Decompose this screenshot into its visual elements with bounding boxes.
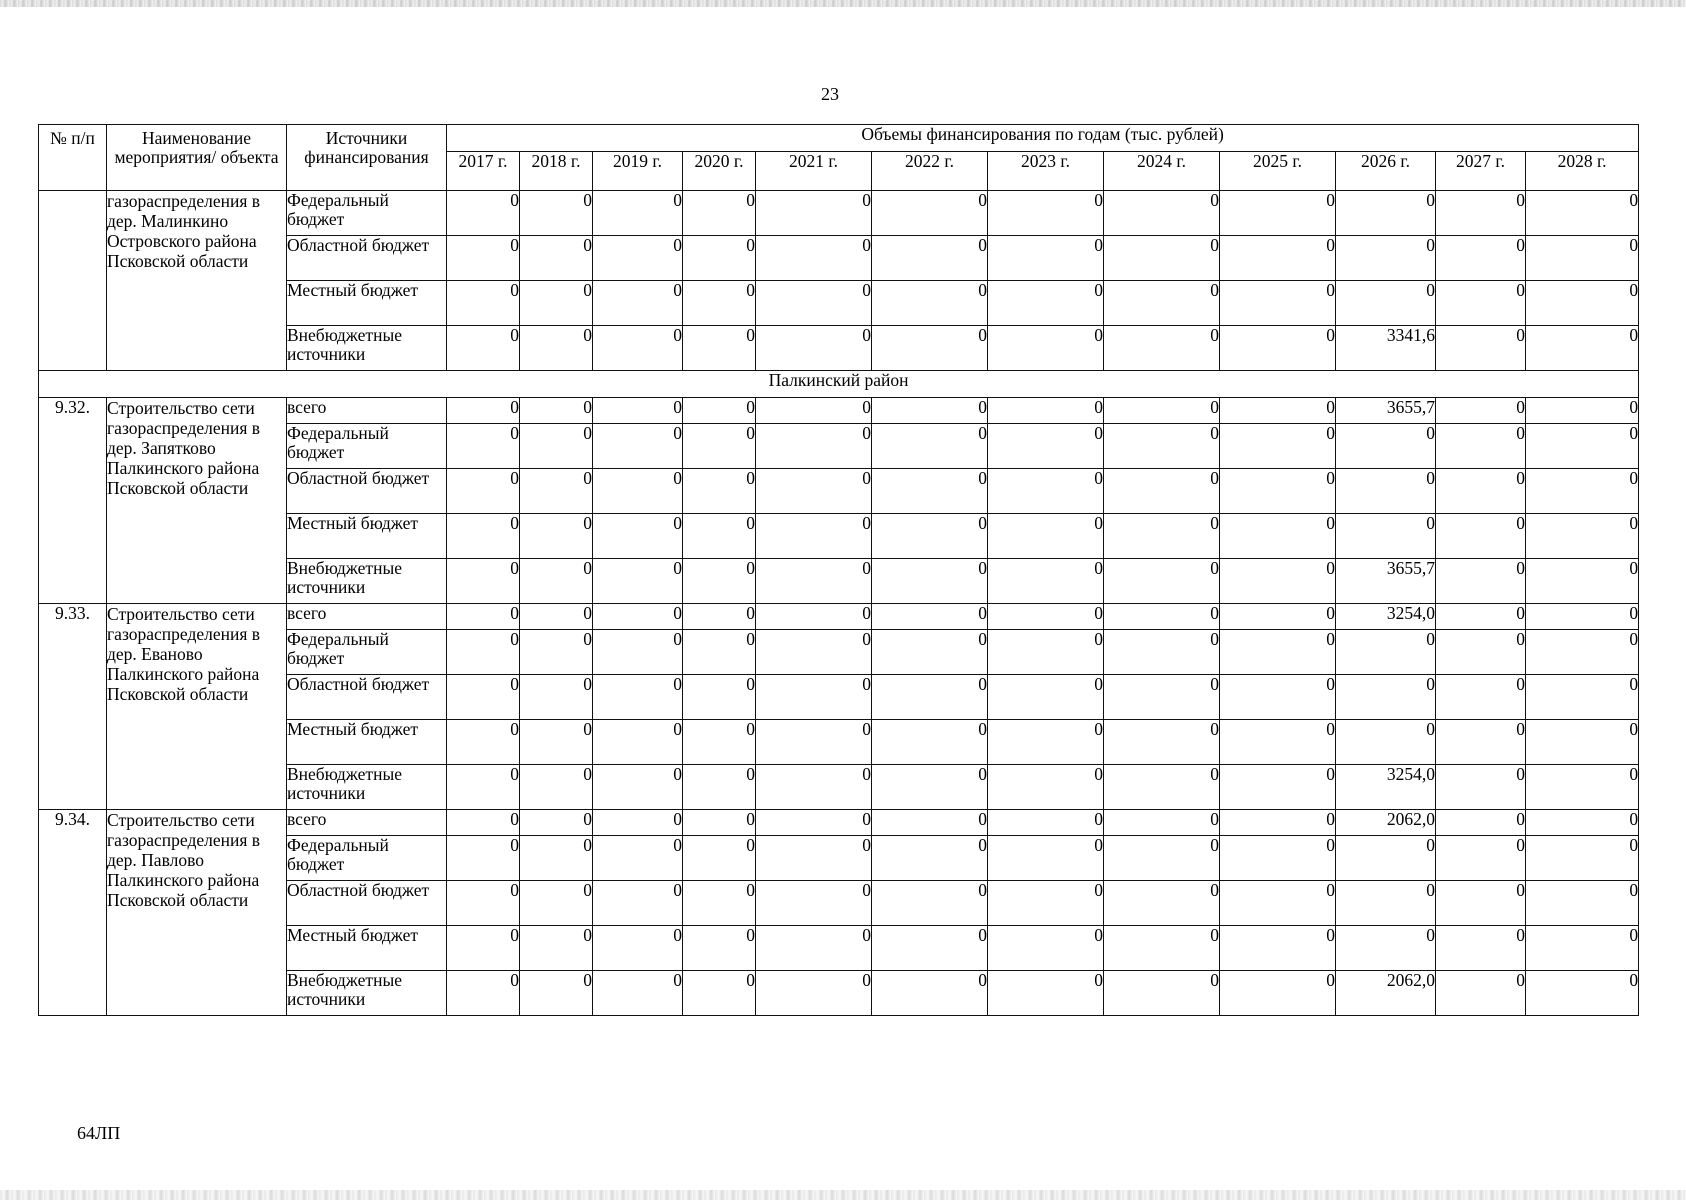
funding-source: Федеральный бюджет [287,630,447,675]
funding-source: всего [287,604,447,630]
value-cell: 0 [1526,469,1639,514]
value-cell: 3655,7 [1336,398,1436,424]
value-cell: 0 [447,191,520,236]
value-cell: 0 [1436,810,1526,836]
value-cell: 0 [1220,630,1336,675]
value-cell: 0 [756,720,872,765]
row-number: 9.32. [39,398,107,604]
value-cell: 0 [683,514,756,559]
value-cell: 0 [1336,469,1436,514]
value-cell: 3655,7 [1336,559,1436,604]
funding-source: Областной бюджет [287,881,447,926]
value-cell: 0 [872,926,988,971]
row-number [39,191,107,371]
value-cell: 0 [988,559,1104,604]
value-cell: 0 [1104,424,1220,469]
value-cell: 0 [1436,514,1526,559]
value-cell: 0 [520,469,593,514]
value-cell: 0 [1220,604,1336,630]
value-cell: 0 [1104,971,1220,1016]
value-cell: 0 [756,281,872,326]
value-cell: 0 [872,469,988,514]
value-cell: 0 [988,191,1104,236]
value-cell: 0 [447,326,520,371]
value-cell: 0 [1436,236,1526,281]
value-cell: 0 [447,765,520,810]
value-cell: 0 [1526,398,1639,424]
header-sources: Источники финансирования [287,125,447,191]
value-cell: 0 [593,559,683,604]
value-cell: 0 [1220,326,1336,371]
value-cell: 0 [1220,398,1336,424]
value-cell: 0 [756,559,872,604]
funding-source: Областной бюджет [287,236,447,281]
value-cell: 0 [1220,836,1336,881]
value-cell: 0 [593,881,683,926]
funding-source: Внебюджетные источники [287,559,447,604]
value-cell: 0 [1104,630,1220,675]
value-cell: 0 [872,514,988,559]
table-row [39,191,1639,236]
value-cell: 0 [447,810,520,836]
value-cell: 0 [1526,675,1639,720]
value-cell: 0 [1436,971,1526,1016]
funding-source: Местный бюджет [287,514,447,559]
value-cell: 0 [520,514,593,559]
value-cell: 0 [756,810,872,836]
value-cell: 0 [988,236,1104,281]
header-row-1 [39,125,1639,152]
value-cell: 0 [1436,720,1526,765]
funding-source: Внебюджетные источники [287,326,447,371]
value-cell: 0 [1104,469,1220,514]
value-cell: 0 [683,191,756,236]
value-cell: 0 [683,326,756,371]
value-cell: 0 [872,424,988,469]
funding-source: Федеральный бюджет [287,836,447,881]
value-cell: 0 [988,675,1104,720]
value-cell: 0 [756,604,872,630]
value-cell: 0 [593,675,683,720]
value-cell: 0 [1436,469,1526,514]
value-cell: 0 [593,836,683,881]
funding-source: Областной бюджет [287,675,447,720]
table-row [39,604,1639,630]
value-cell: 0 [1220,236,1336,281]
value-cell: 0 [988,514,1104,559]
value-cell: 0 [1336,720,1436,765]
value-cell: 0 [683,398,756,424]
header-year: 2025 г. [1220,152,1336,191]
value-cell: 0 [1436,559,1526,604]
value-cell: 0 [447,971,520,1016]
value-cell: 0 [447,630,520,675]
value-cell: 0 [1336,514,1436,559]
district-row [39,371,1639,398]
value-cell: 0 [756,765,872,810]
value-cell: 0 [520,675,593,720]
value-cell: 0 [683,604,756,630]
value-cell: 0 [1526,630,1639,675]
value-cell: 0 [872,281,988,326]
value-cell: 0 [520,191,593,236]
page-number: 23 [821,84,839,104]
footer-code: 64ЛП [77,1123,121,1143]
value-cell: 0 [756,424,872,469]
value-cell: 0 [683,281,756,326]
value-cell: 0 [1526,971,1639,1016]
table-row [39,810,1639,836]
value-cell: 0 [1220,469,1336,514]
value-cell: 0 [1336,926,1436,971]
value-cell: 0 [447,398,520,424]
value-cell: 0 [1104,675,1220,720]
value-cell: 0 [1220,281,1336,326]
value-cell: 0 [1104,398,1220,424]
value-cell: 0 [447,469,520,514]
header-year: 2021 г. [756,152,872,191]
value-cell: 0 [447,720,520,765]
value-cell: 0 [683,675,756,720]
value-cell: 0 [988,281,1104,326]
value-cell: 0 [872,675,988,720]
value-cell: 0 [593,326,683,371]
value-cell: 0 [1104,926,1220,971]
value-cell: 0 [1526,881,1639,926]
value-cell: 0 [872,881,988,926]
header-year: 2028 г. [1526,152,1639,191]
value-cell: 0 [988,836,1104,881]
value-cell: 0 [1220,810,1336,836]
value-cell: 0 [988,881,1104,926]
value-cell: 0 [520,236,593,281]
object-name: газораспределения в дер. Малинкино Островского района Псковской области [107,191,287,371]
row-number: 9.33. [39,604,107,810]
value-cell: 0 [520,424,593,469]
value-cell: 0 [1436,630,1526,675]
value-cell: 0 [1436,398,1526,424]
object-name: Строительство сети газораспределения в дер. Запятково Палкинского района Псковской области [107,398,287,604]
value-cell: 0 [988,810,1104,836]
value-cell: 0 [447,424,520,469]
value-cell: 0 [593,398,683,424]
header-year: 2027 г. [1436,152,1526,191]
value-cell: 0 [1436,604,1526,630]
value-cell: 3341,6 [1336,326,1436,371]
value-cell: 0 [1104,191,1220,236]
value-cell: 0 [872,191,988,236]
value-cell: 0 [593,281,683,326]
value-cell: 0 [1526,926,1639,971]
value-cell: 0 [872,326,988,371]
value-cell: 0 [872,236,988,281]
value-cell: 0 [988,326,1104,371]
value-cell: 0 [683,720,756,765]
value-cell: 0 [872,559,988,604]
value-cell: 0 [1336,630,1436,675]
header-year: 2023 г. [988,152,1104,191]
header-year: 2020 г. [683,152,756,191]
value-cell: 0 [756,836,872,881]
value-cell: 0 [683,881,756,926]
value-cell: 0 [683,630,756,675]
value-cell: 0 [1220,765,1336,810]
value-cell: 0 [1104,281,1220,326]
header-year: 2017 г. [447,152,520,191]
value-cell: 0 [593,971,683,1016]
value-cell: 0 [1336,836,1436,881]
value-cell: 0 [988,720,1104,765]
value-cell: 0 [988,926,1104,971]
value-cell: 0 [447,881,520,926]
value-cell: 0 [447,604,520,630]
funding-source: Областной бюджет [287,469,447,514]
value-cell: 0 [447,236,520,281]
value-cell: 0 [683,469,756,514]
value-cell: 0 [683,559,756,604]
header-year: 2019 г. [593,152,683,191]
value-cell: 0 [1104,514,1220,559]
value-cell: 0 [1104,720,1220,765]
value-cell: 0 [988,765,1104,810]
value-cell: 0 [1436,765,1526,810]
header-year: 2024 г. [1104,152,1220,191]
value-cell: 0 [1436,675,1526,720]
financing-table [38,124,1639,1016]
value-cell: 0 [1436,424,1526,469]
value-cell: 0 [756,514,872,559]
district-heading: Палкинский район [39,371,1639,398]
value-cell: 0 [447,514,520,559]
value-cell: 0 [593,810,683,836]
funding-source: всего [287,398,447,424]
value-cell: 0 [872,810,988,836]
funding-source: Местный бюджет [287,720,447,765]
value-cell: 3254,0 [1336,604,1436,630]
scan-edge-bottom [0,1190,1686,1200]
funding-source: Внебюджетные источники [287,765,447,810]
value-cell: 0 [1436,191,1526,236]
value-cell: 0 [593,236,683,281]
value-cell: 0 [1526,514,1639,559]
value-cell: 0 [756,236,872,281]
value-cell: 0 [520,881,593,926]
value-cell: 0 [1336,191,1436,236]
value-cell: 0 [988,469,1104,514]
value-cell: 0 [988,971,1104,1016]
value-cell: 0 [756,191,872,236]
value-cell: 0 [988,604,1104,630]
table-row [39,398,1639,424]
value-cell: 0 [1436,836,1526,881]
header-volumes: Объемы финансирования по годам (тыс. рублей) [447,125,1639,152]
value-cell: 0 [593,720,683,765]
value-cell: 0 [447,836,520,881]
value-cell: 0 [593,630,683,675]
value-cell: 0 [756,398,872,424]
value-cell: 0 [1336,675,1436,720]
value-cell: 0 [1526,281,1639,326]
value-cell: 0 [1220,971,1336,1016]
value-cell: 0 [1526,191,1639,236]
funding-source: Местный бюджет [287,926,447,971]
value-cell: 0 [1526,836,1639,881]
funding-source: Федеральный бюджет [287,424,447,469]
value-cell: 0 [1526,765,1639,810]
value-cell: 0 [756,881,872,926]
header-name: Наименование мероприятия/ объекта [107,125,287,191]
value-cell: 0 [1526,810,1639,836]
header-year: 2026 г. [1336,152,1436,191]
value-cell: 0 [756,469,872,514]
value-cell: 0 [756,630,872,675]
value-cell: 0 [872,720,988,765]
value-cell: 0 [1220,514,1336,559]
value-cell: 0 [593,424,683,469]
value-cell: 0 [756,926,872,971]
value-cell: 0 [872,398,988,424]
value-cell: 0 [520,971,593,1016]
value-cell: 0 [1104,881,1220,926]
value-cell: 0 [1220,191,1336,236]
value-cell: 0 [1526,604,1639,630]
value-cell: 0 [756,326,872,371]
value-cell: 0 [520,720,593,765]
value-cell: 0 [988,424,1104,469]
funding-source: Внебюджетные источники [287,971,447,1016]
value-cell: 0 [1526,559,1639,604]
value-cell: 0 [1336,424,1436,469]
header-year: 2018 г. [520,152,593,191]
value-cell: 0 [1526,424,1639,469]
value-cell: 2062,0 [1336,810,1436,836]
value-cell: 0 [1336,281,1436,326]
value-cell: 0 [683,836,756,881]
value-cell: 0 [1336,236,1436,281]
value-cell: 0 [1436,881,1526,926]
value-cell: 0 [1104,810,1220,836]
value-cell: 0 [1436,326,1526,371]
value-cell: 0 [1104,559,1220,604]
funding-source: всего [287,810,447,836]
table-body [39,191,1639,1016]
scan-edge-top [0,0,1686,7]
value-cell: 2062,0 [1336,971,1436,1016]
value-cell: 0 [872,836,988,881]
value-cell: 0 [683,765,756,810]
value-cell: 0 [447,281,520,326]
object-name: Строительство сети газораспределения в дер. Еваново Палкинского района Псковской области [107,604,287,810]
value-cell: 0 [683,810,756,836]
value-cell: 0 [593,765,683,810]
value-cell: 0 [1104,236,1220,281]
value-cell: 0 [1104,836,1220,881]
value-cell: 0 [1220,926,1336,971]
header-year: 2022 г. [872,152,988,191]
value-cell: 0 [593,926,683,971]
value-cell: 0 [1104,604,1220,630]
value-cell: 0 [520,326,593,371]
value-cell: 3254,0 [1336,765,1436,810]
value-cell: 0 [593,604,683,630]
value-cell: 0 [1104,765,1220,810]
value-cell: 0 [1526,326,1639,371]
value-cell: 0 [1526,720,1639,765]
value-cell: 0 [756,675,872,720]
funding-source: Федеральный бюджет [287,191,447,236]
value-cell: 0 [520,398,593,424]
value-cell: 0 [593,469,683,514]
value-cell: 0 [872,971,988,1016]
value-cell: 0 [872,765,988,810]
value-cell: 0 [520,810,593,836]
funding-source: Местный бюджет [287,281,447,326]
value-cell: 0 [520,836,593,881]
value-cell: 0 [1220,720,1336,765]
value-cell: 0 [1220,559,1336,604]
value-cell: 0 [447,926,520,971]
header-num: № п/п [39,125,107,191]
value-cell: 0 [1104,326,1220,371]
value-cell: 0 [988,398,1104,424]
value-cell: 0 [593,191,683,236]
value-cell: 0 [1220,675,1336,720]
value-cell: 0 [1220,424,1336,469]
value-cell: 0 [1220,881,1336,926]
value-cell: 0 [872,604,988,630]
value-cell: 0 [1336,881,1436,926]
row-number: 9.34. [39,810,107,1016]
value-cell: 0 [683,971,756,1016]
value-cell: 0 [683,236,756,281]
value-cell: 0 [593,514,683,559]
value-cell: 0 [520,630,593,675]
value-cell: 0 [683,424,756,469]
value-cell: 0 [988,630,1104,675]
value-cell: 0 [447,559,520,604]
value-cell: 0 [756,971,872,1016]
value-cell: 0 [520,559,593,604]
value-cell: 0 [520,765,593,810]
value-cell: 0 [520,281,593,326]
value-cell: 0 [520,926,593,971]
value-cell: 0 [447,675,520,720]
value-cell: 0 [1526,236,1639,281]
object-name: Строительство сети газораспределения в дер. Павлово Палкинского района Псковской области [107,810,287,1016]
value-cell: 0 [1436,281,1526,326]
value-cell: 0 [872,630,988,675]
value-cell: 0 [683,926,756,971]
value-cell: 0 [1436,926,1526,971]
value-cell: 0 [520,604,593,630]
